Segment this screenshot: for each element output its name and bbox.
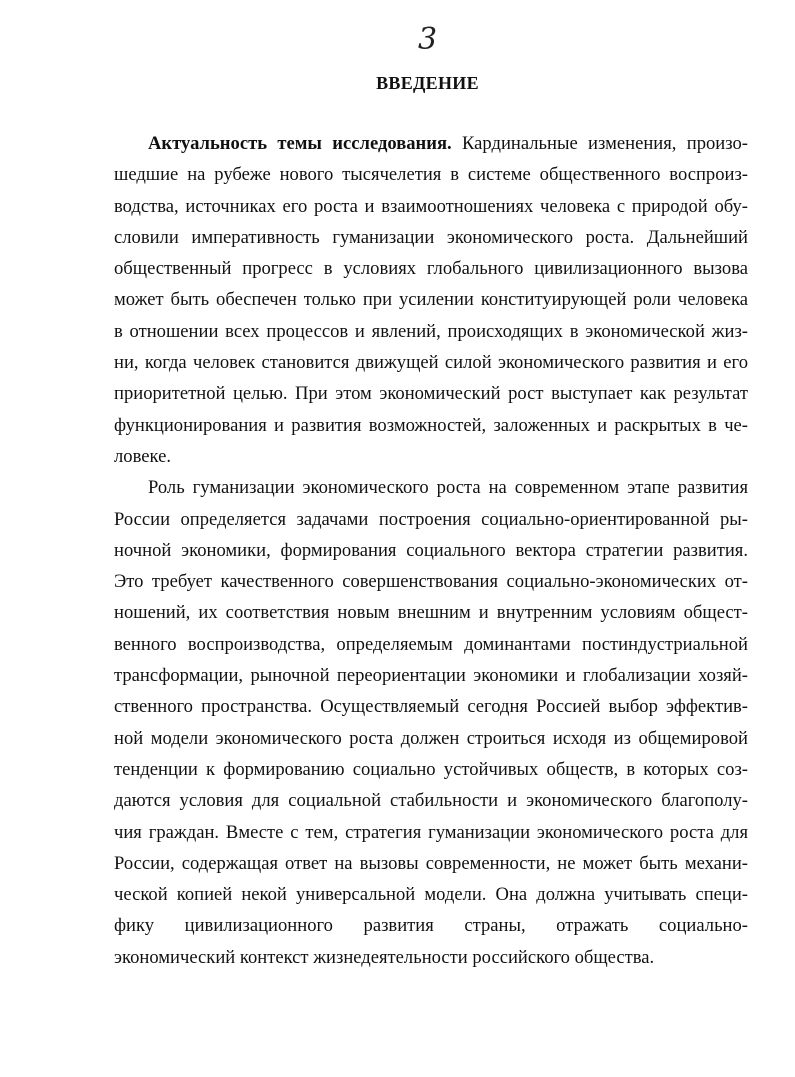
paragraph-line: Это требует качественного совершенствования социально-экономических от-	[114, 571, 748, 593]
paragraph-line: тенденции к формированию социально устойчивых обществ, в которых соз-	[114, 758, 748, 780]
section-heading: ВВЕДЕНИЕ	[376, 73, 479, 93]
paragraph-line	[114, 128, 748, 159]
paragraph-line: венного воспроизводства, определяемым доминантами постиндустриальной	[114, 633, 748, 655]
paragraph-line: ческой копией некой универсальной модели. Она должна учитывать специ-	[114, 884, 748, 906]
paragraph-line: приоритетной целью. При этом экономический рост выступает как результат	[114, 383, 748, 405]
line-text: Кардинальные изменения, произо-	[451, 133, 748, 154]
paragraph-line: ночной экономики, формирования социального вектора стратегии развития.	[114, 539, 748, 561]
paragraph-line: может быть обеспечен только при усилении конституирующей роли человека	[114, 289, 748, 311]
paragraph-role	[114, 472, 748, 973]
paragraph-line: ственного пространства. Осуществляемый сегодня Россией выбор эффектив-	[114, 696, 748, 718]
paragraph-line: чия граждан. Вместе с тем, стратегия гуманизации экономического роста для	[114, 821, 748, 843]
paragraph-line: Роль гуманизации экономического роста на современном этапе развития	[148, 477, 748, 499]
paragraph-line: России определяется задачами построения социально-ориентированной ры-	[114, 508, 748, 530]
paragraph-line: шедшие на рубеже нового тысячелетия в системе общественного воспроиз-	[114, 164, 748, 186]
paragraph-line: водства, источниках его роста и взаимоотношениях человека с природой обу-	[114, 195, 748, 217]
paragraph-line: фику цивилизационного развития страны, отражать социально-	[114, 915, 748, 937]
paragraph-line: общественный прогресс в условиях глобального цивилизационного вызова	[114, 258, 748, 280]
page-number: 3	[417, 22, 438, 57]
paragraph-line: ловеке.	[114, 445, 171, 467]
paragraph-line: даются условия для социальной стабильности и экономического благополу-	[114, 790, 748, 812]
paragraph-line: функционирования и развития возможностей, заложенных и раскрытых в че-	[114, 414, 748, 436]
paragraph-line: в отношении всех процессов и явлений, происходящих в экономической жиз-	[114, 320, 748, 342]
paragraph-line: ной модели экономического роста должен строиться исходя из общемировой	[114, 727, 748, 749]
paragraph-line: трансформации, рыночной переориентации экономики и глобализации хозяй-	[114, 665, 748, 687]
paragraph-line: ни, когда человек становится движущей силой экономического развития и его	[114, 352, 748, 374]
body-text	[114, 128, 748, 973]
paragraph-line: России, содержащая ответ на вызовы современности, не может быть механи-	[114, 852, 748, 874]
lead-phrase: Актуальность темы исследования.	[148, 133, 452, 154]
paragraph-line: ношений, их соответствия новым внешним и внутренним условиям общест-	[114, 602, 748, 624]
paragraph-relevance	[114, 128, 748, 472]
paragraph-line: словили императивность гуманизации экономического роста. Дальнейший	[114, 226, 748, 248]
paragraph-line: экономический контекст жизнедеятельности российского общества.	[114, 946, 655, 968]
